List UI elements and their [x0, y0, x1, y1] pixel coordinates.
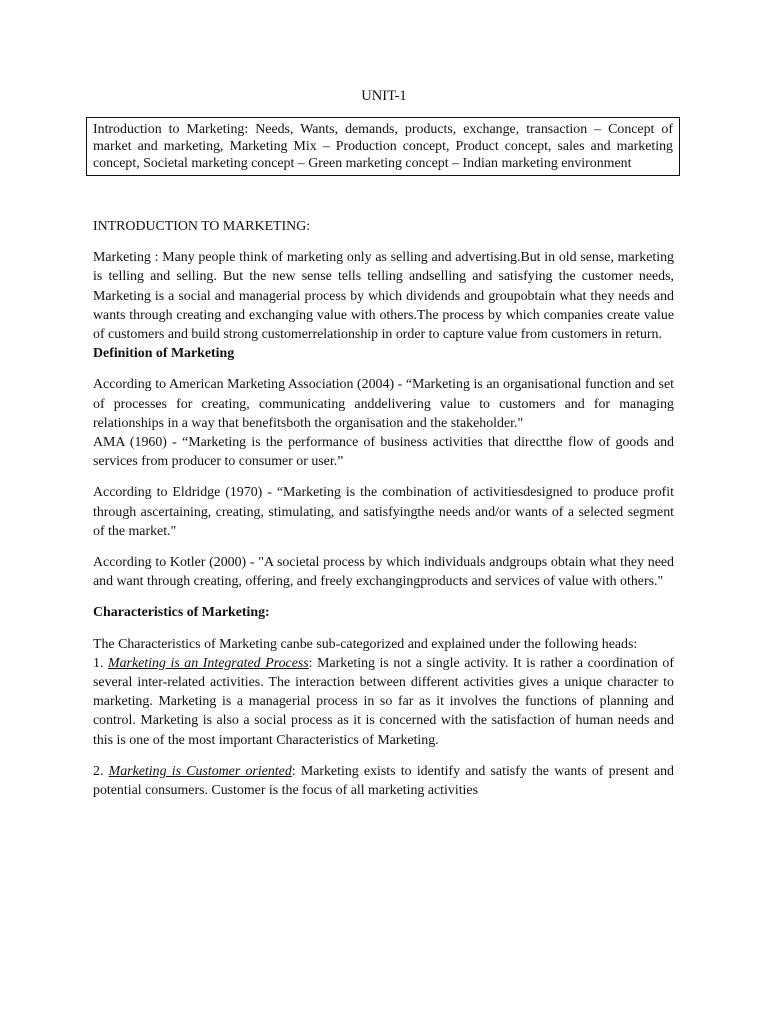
characteristics-heading: Characteristics of Marketing: — [93, 605, 270, 621]
definition-ama-1960: AMA (1960) - “Marketing is the performance of business activities that directthe flow of goods and services from producer to consumer or user.” — [93, 435, 674, 470]
characteristic-title: Marketing is an Integrated Process — [108, 655, 309, 671]
intro-heading: INTRODUCTION TO MARKETING: — [93, 219, 311, 234]
characteristic-number: 1. — [93, 655, 104, 671]
definition-heading: Definition of Marketing — [93, 346, 235, 362]
characteristic-item — [93, 654, 674, 750]
characteristics-intro: The Characteristics of Marketing canbe sub-categorized and explained under the following heads: — [93, 636, 638, 652]
definition-ama-2004: According to American Marketing Association (2004) - “Marketing is an organisational function and set of processes for creating, communicating anddelivering value to customers and for managing relationships in a way that benefitsboth the organisation and the stakeholder." — [93, 377, 674, 431]
syllabus-box: Introduction to Marketing: Needs, Wants, demands, products, exchange, transaction – Concept of market and marketing, Marketing Mix – Production concept, Product concept, sales and marketing concept, Societal marketing concept – Green marketing concept – Indian marketing environment — [86, 117, 680, 176]
characteristic-item — [93, 762, 674, 800]
definition-eldridge: According to Eldridge (1970) - “Marketing is the combination of activitiesdesigned to produce profit through ascertaining, creating, stimulating, and satisfyingthe needs and/or wants of a selected segment of the market." — [93, 485, 674, 539]
characteristic-text: : Marketing exists to identify and satisfy the wants of present and potential consumers. Customer is the focus of all marketing activities — [93, 763, 675, 799]
unit-title: UNIT-1 — [361, 88, 407, 104]
intro-paragraph: Marketing : Many people think of marketing only as selling and advertising.But in old sense, marketing is telling and selling. But the new sense tells telling andselling and satisfying the customer needs, Marketing is a social and managerial process by which dividends and groupobtain what they needs and wants through creating and exchanging value with others.The process by which companies create value of customers and build strong customerrelationship in order to capture value from customers in return. — [93, 250, 674, 343]
characteristic-text: : Marketing is not a single activity. It is rather a coordination of several inter-related activities. The interaction between different activities gives a unique character to marketing. Marketing is a managerial process in so far as it involves the functions of planning and control. Marketing is also a social process as it is concerned with the satisfaction of human needs and this is one of the most important Characteristics of Marketing. — [93, 655, 675, 748]
characteristic-title: Marketing is Customer oriented — [108, 763, 292, 779]
main-content — [93, 217, 674, 800]
definition-kotler: According to Kotler (2000) - "A societal process by which individuals andgroups obtain what they need and want through creating, offering, and freely exchangingproducts and services of value with others." — [93, 555, 674, 590]
characteristic-number: 2. — [93, 763, 104, 779]
